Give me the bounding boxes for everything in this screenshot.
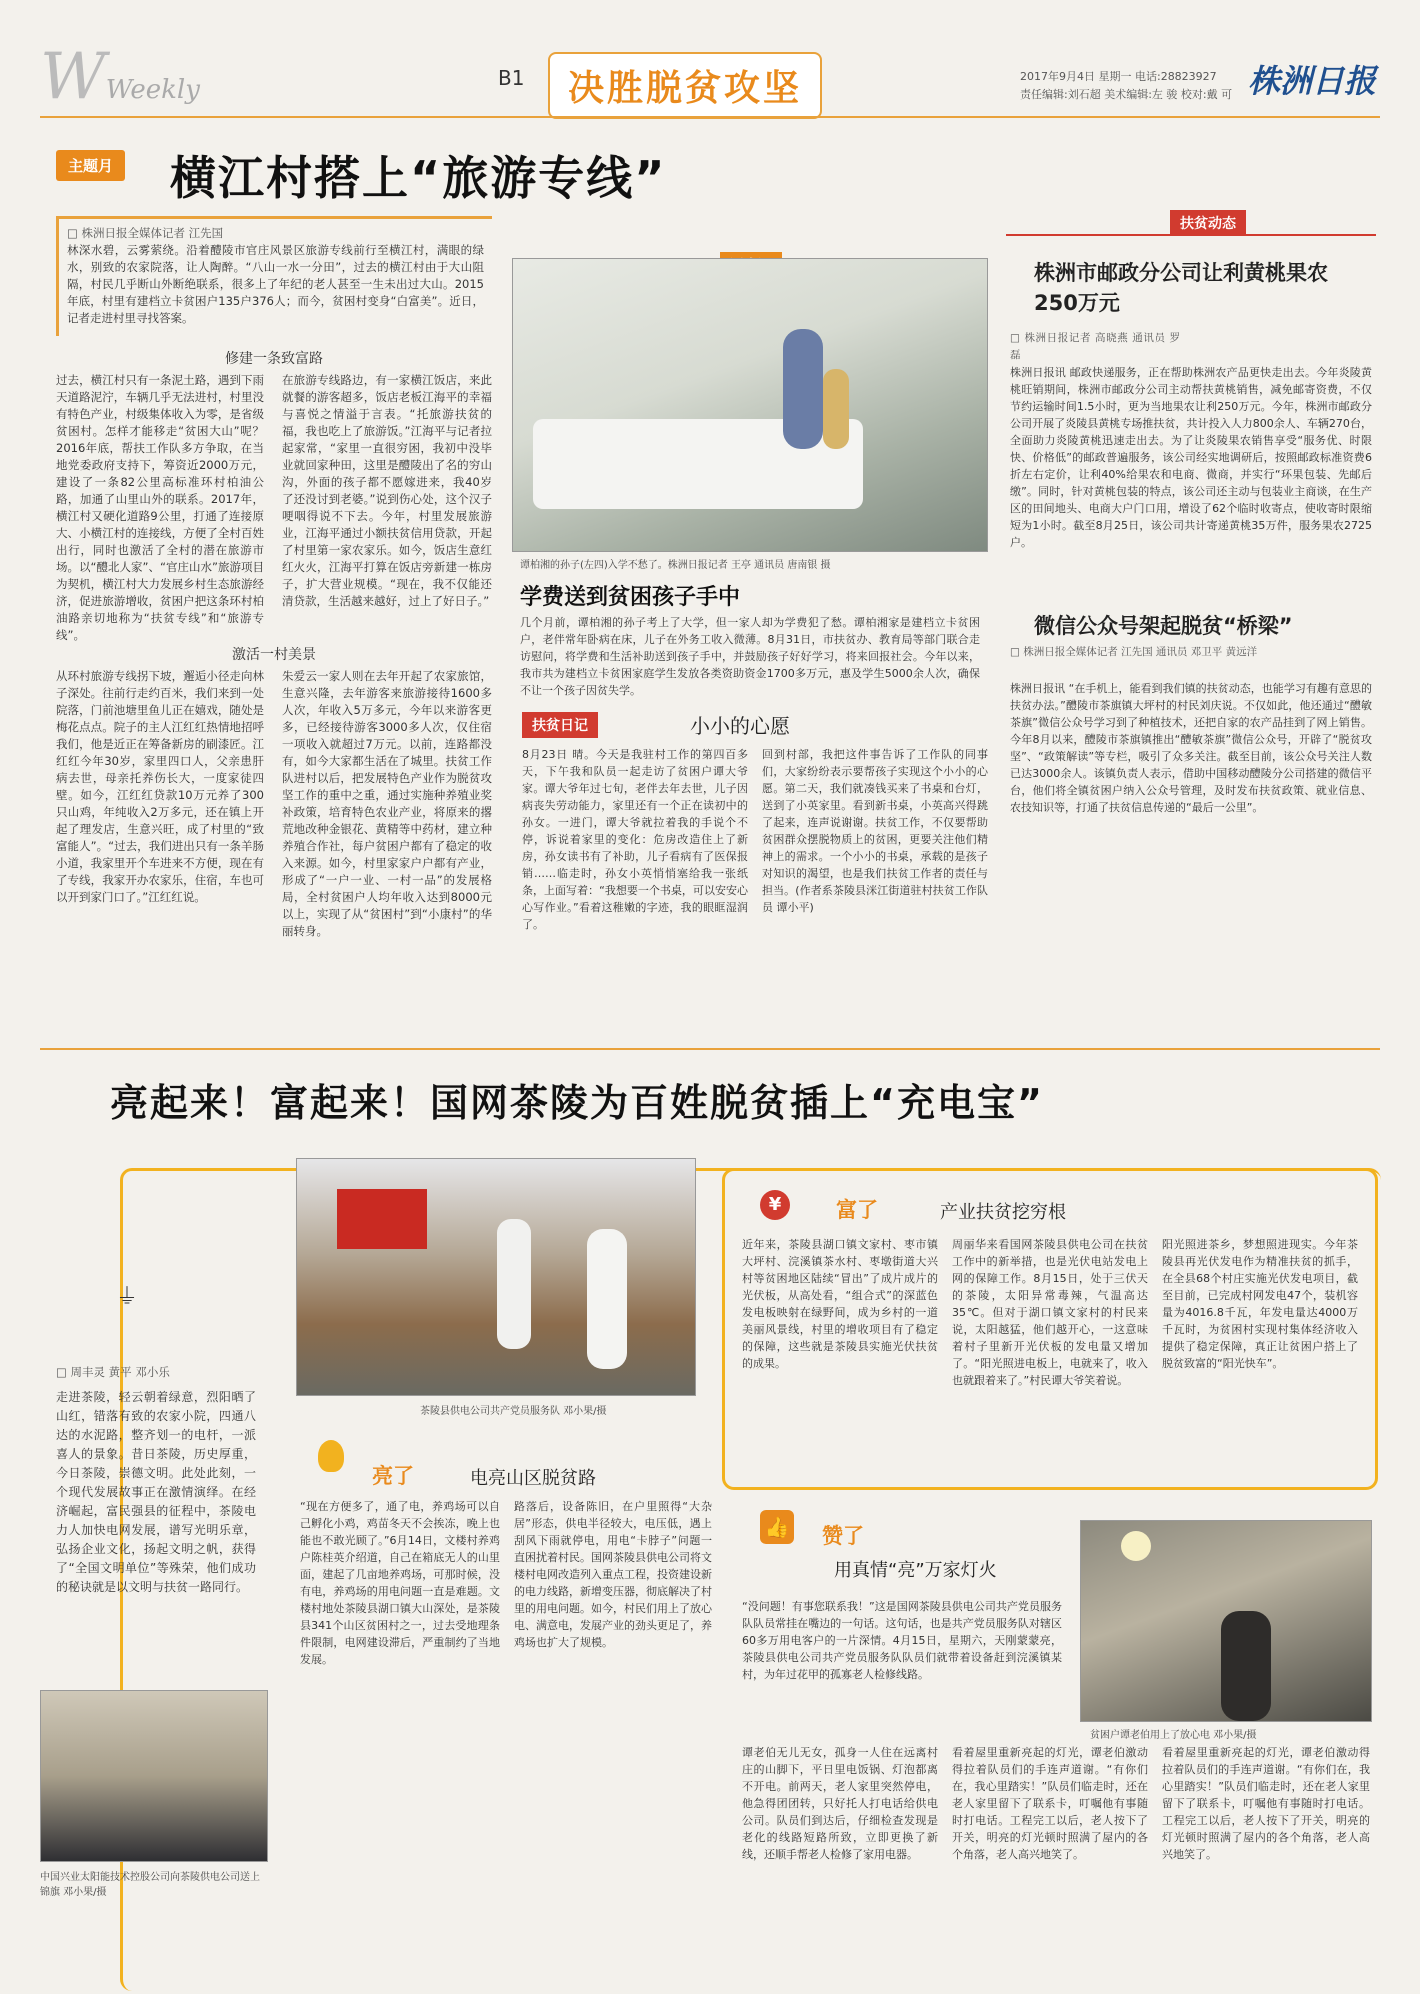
top-subhead-2: 激活一村美景	[232, 647, 316, 663]
photo-news-caption: 谭柏湘的孙子(左四)入学不愁了。株洲日报记者 王亭 通讯员 唐南银 摄	[520, 560, 831, 571]
rich-col-1: 近年来，茶陵县湖口镇文家村、枣市镇大坪村、浣溪镇茶水村、枣墩街道大兴村等贫困地区陆续“冒出”了成片成片的光伏板，从高处看，“组合式”的深蓝色发电板映射在绿野间，成为乡村的一道美丽风景线，村里的增收项目有了稳定的保障，这些就是茶陵县实施光伏扶贫的成果。	[742, 1238, 938, 1370]
diary-body-left: 8月23日 晴。今天是我驻村工作的第四百多天，下午我和队员一起走访了贫困户谭大爷家。谭大爷年过七旬，老伴去年去世，儿子因病丧失劳动能力，家里还有一个正在读初中的孙女。一进门，谭大爷就拉着我的手说个不停，诉说着家里的变化：危房改造住上了新房，孙女读书有了补助，儿子看病有了医保报销……临走时，孙女小英悄悄塞给我一张纸条，上面写着：“我想要一个书桌，可以安安心心写作业。”看着这稚嫩的字迹，我的眼眶湿润了。	[522, 748, 748, 931]
man-shape	[1221, 1611, 1271, 1721]
electricians-caption: 茶陵县供电公司共产党员服务队 邓小果/摄	[420, 1406, 607, 1417]
top-col-4: 朱爱云一家人则在去年开起了农家旅馆，生意兴隆，去年游客来旅游接待1600多人次，年收入5万多元，今年以来游客更多，已经接待游客3000多人次，仅住宿一项收入就超过7万元。以前，连路都没有，如今大家都生活在了城里。扶贫工作队进村以后，把发展特色产业作为脱贫攻坚工作的重中之重，通过实施种养殖业奖补政策，培育特色农业产业，将原来的撂荒地改种金银花、黄精等中药材，建立种养殖合作社，每户贫困户都有了稳定的收入来源。如今，村里家家户户都有产业，形成了“一户一业、一村一品”的发展格局，全村贫困户人均年收入达到8000元以上，实现了从“贫困村”到“小康村”的华丽转身。	[282, 669, 492, 938]
diary-headline: 小小的心愿	[690, 714, 790, 738]
plug-icon: ⏚	[116, 1285, 139, 1310]
light-title: 电亮山区脱贫路	[470, 1468, 596, 1489]
light-label: 亮了	[372, 1464, 414, 1488]
paper-name: 株洲日报	[1248, 62, 1377, 100]
person-shape	[783, 329, 823, 449]
masthead-rule	[40, 116, 1380, 118]
like-col-2: 谭老伯无儿无女，孤身一人住在远离村庄的山脚下，平日里电饭锅、灯泡都离不开电。前两天，老人家里突然停电，他急得团团转，只好托人打电话给供电公司。队员们到达后，仔细检查发现是老化的线路短路所致，立即更换了新线，还顺手帮老人检修了家用电器。	[742, 1746, 938, 1861]
feature-byline: □ 周丰灵 黄平 邓小乐	[56, 1365, 170, 1379]
lead-box	[56, 216, 492, 336]
money-bag-icon: ¥	[760, 1190, 790, 1220]
light-col-1: “现在方便多了，通了电，养鸡场可以自己孵化小鸡，鸡苗冬天不会挨冻，晚上也能也不敢光顾了。”6月14日，文楼村养鸡户陈桂英介绍道，自己在箱底无人的山里面，建起了几亩地养鸡场，可那时候，没有电，养鸡场的用电问题一直是难题。文楼村地处茶陵县湖口镇大山深处，是茶陵县341个山区贫困村之一，过去受地理条件限制，电网建设滞后，严重制约了当地发展。	[300, 1500, 500, 1666]
top-subhead-1: 修建一条致富路	[225, 351, 323, 367]
like-title: 用真情“亮”万家灯火	[834, 1560, 997, 1581]
worker-1	[497, 1219, 531, 1349]
weekly-text: Weekly	[105, 75, 200, 105]
like-col-4: 看着屋里重新亮起的灯光，谭老伯激动得拉着队员们的手连声道谢。“有你们在，我心里踏实！”队员们临走时，还在老人家里留下了联系卡，叮嘱他有事随时打电话。工程完工以后，老人按下了开关，明亮的灯光顿时照满了屋内的各个角落，老人高兴地笑了。	[1162, 1746, 1370, 1861]
lamp-glow	[1121, 1531, 1151, 1561]
section-title-box	[548, 52, 822, 119]
section-title: 决胜脱贫攻坚	[568, 68, 803, 109]
light-col-2: 路落后，设备陈旧，在户里照得“大杂居”形态，供电半径较大，电压低，遇上刮风下雨就停电，用电“卡脖子”问题一直困扰着村民。国网茶陵县供电公司将文楼村电网改造列入重点工程，投资建设新的电力线路，新增变压器，彻底解决了村里的用电问题。如今，村民们用上了放心电、满意电，发展产业的劲头更足了，养鸡场也扩大了规模。	[514, 1500, 712, 1649]
dynamics-body-1: 株洲日报讯 邮政快递服务，正在帮助株洲农产品更快走出去。今年炎陵黄桃旺销期间，株洲市邮政分公司主动帮扶黄桃销售，减免邮寄资费，不仅节约运输时间1.5小时，更为当地果农让利250万元。今年，株洲市邮政分公司开展了炎陵县黄桃专场推扶贫，共计投入人力800余人、车辆270台，全面助力炎陵黄桃迅速走出去。为了让炎陵果农销售享受“服务优、时限快、价格低”的邮政普遍服务，该公司经实地调研后，按照邮政标准资费6折左右定价，让利40%给果农和电商、微商，并实行“环果包装、先邮后缴”。同时，针对黄桃包装的特点，该公司还主动与包装业主商谈，在生产区的田间地头、电商大户门口用，增设了62个临时收寄点，使收寄时限缩短为1小时。截至8月25日，该公司共计寄递黄桃35万件，服务果农2725户。	[1010, 366, 1372, 549]
elderly-man-caption: 贫困户谭老伯用上了放心电 邓小果/摄	[1090, 1730, 1257, 1741]
hospital-photo	[512, 258, 988, 552]
child-shape	[823, 369, 849, 449]
top-byline: □ 株洲日报全媒体记者 江先国	[67, 226, 224, 240]
elderly-man-photo	[1080, 1520, 1372, 1722]
theme-month-tag: 主题月	[56, 150, 125, 181]
rich-col-3: 阳光照进茶乡，梦想照进现实。今年茶陵县再光伏发电作为精准扶贫的抓手，在全县68个村庄实施光伏发电项目，截至目前，已完成村网发电47个，装机容量为4016.8千瓦，年发电量达4000万千瓦时，为贫困村实现村集体经济收入提供了稳定保障，真正让贫困户搭上了脱贫致富的“阳光快车”。	[1162, 1238, 1358, 1370]
party-sign	[337, 1189, 427, 1249]
diary-tag: 扶贫日记	[522, 712, 598, 738]
ceremony-photo	[40, 1690, 268, 1862]
worker-2	[587, 1229, 627, 1369]
feature-headline: 亮起来！富起来！国网茶陵为百姓脱贫插上“充电宝”	[110, 1081, 1044, 1125]
rich-label: 富了	[836, 1198, 878, 1222]
top-headline: 横江村搭上“旅游专线”	[170, 151, 667, 205]
dynamics-rule	[1006, 234, 1376, 236]
editors-line: 责任编辑:刘石超 美术编辑:左 骏 校对:戴 可	[1020, 88, 1233, 101]
dynamics-headline-2: 微信公众号架起脱贫“桥梁”	[1034, 614, 1293, 638]
like-label: 赞了	[822, 1524, 864, 1548]
top-lead: 林深水碧，云雾萦绕。沿着醴陵市官庄风景区旅游专线前行至横江村，满眼的绿水，别致的农家院落，让人陶醉。“八山一水一分田”，过去的横江村由于大山阻隔，村民几乎断山外断绝联系，很多上了年纪的老人甚至一生未出过大山。2015年底，村里有建档立卡贫困户135户376人；而今，贫困村变身“白富美”。近日，记者走进村里寻找答案。	[67, 243, 484, 325]
feature-rule	[40, 1048, 1380, 1050]
dynamics-byline-1: □ 株洲日报记者 高晓燕 通讯员 罗磊	[1010, 332, 1180, 361]
light-bulb-icon	[318, 1440, 344, 1472]
top-col-1: 过去，横江村只有一条泥土路，遇到下雨天道路泥泞，车辆几乎无法进村，村里没有特色产业，村级集体收入为零，是省级贫困村。怎样才能移走“贫困大山”呢？2016年底，帮扶工作队多方争取，在当地党委政府支持下，筹资近2000万元，建设了一条82公里高标准环村柏油公路，加通了山里山外的联系。2017年，横江村又硬化道路9公里，打通了连接原大、小横江村的连接线，方便了全村百姓出行，同时也激活了全村的潜在旅游市场。以“醴北人家”、“官庄山水”旅游项目为契机，横江村大力发展乡村生态旅游经济，促进旅游增收，贫困户把这条环村柏油路亲切地称为“扶贫专线”和“旅游专线”。	[56, 373, 264, 642]
top-col-2: 在旅游专线路边，有一家横江饭店，来此就餐的游客超多，饭店老板江海平的幸福与喜悦之情溢于言表。“托旅游扶贫的福，我也吃上了旅游饭。”江海平与记者拉起家常，“家里一直很穷困，我初中没毕业就回家种田，这里是醴陵出了名的穷山沟，外面的孩子都不愿嫁进来，我40岁了还没讨到老婆。”说到伤心处，这个汉子哽咽得说不下去。今年，村里发展旅游业，江海平通过小额扶贫信用贷款，开起了村里第一家农家乐。如今，饭店生意红红火火，江海平打算在饭店旁新建一栋房子，扩大营业规模。“现在，我不仅能还清贷款，生活越来越好，过上了好日子。”	[282, 373, 492, 608]
ceremony-caption: 中国兴业太阳能技术控股公司向茶陵供电公司送上锦旗 邓小果/摄	[40, 1872, 260, 1898]
top-col-3: 从环村旅游专线拐下坡，邂逅小径走向林子深处。往前行走约百米，我们来到一处院落，门前池塘里鱼儿正在嬉戏，随处是梅花点点。院子的主人江红红热情地招呼我们，他是近正在筹备新房的刷漆匠。江红红今年30岁，家里四口人，父亲患肝病去世，母亲托养伤长大，一度家徒四壁。如今，江红红贷款10万元养了300只山鸡，年纯收入2万多元，还在镇上开起了理发店，生意兴旺，成了村里的“致富能人”。“过去，我们进出只有一条羊肠小道，我家里开个车进来不方便，现在有了专线，我家开办农家乐，住宿，车也可以开到家门口了。”江红红说。	[56, 669, 264, 904]
rich-title: 产业扶贫挖穷根	[940, 1202, 1066, 1223]
like-col-3: 看着屋里重新亮起的灯光，谭老伯激动得拉着队员们的手连声道谢。“有你们在，我心里踏实！”队员们临走时，还在老人家里留下了联系卡，叮嘱他有事随时打电话。工程完工以后，老人按下了开关，明亮的灯光顿时照满了屋内的各个角落，老人高兴地笑了。	[952, 1746, 1148, 1861]
electricians-photo	[296, 1158, 696, 1396]
photo-news-body: 几个月前，谭柏湘的孙子考上了大学，但一家人却为学费犯了愁。谭柏湘家是建档立卡贫困户，老伴常年卧病在床，儿子在外务工收入微薄。8月31日，市扶贫办、教育局等部门联合走访慰问，将学费和生活补助送到孩子手中，并鼓励孩子好好学习，将来回报社会。今年以来，我市共为建档立卡贫困家庭学生发放各类资助资金1700多万元，惠及学生5000余人次，确保不让一个孩子因贫失学。	[520, 616, 980, 697]
like-col-1: “没问题！有事您联系我！”这是国网茶陵县供电公司共产党员服务队队员常挂在嘴边的一句话。这句话，也是共产党员服务队对辖区60多万用电客户的一片深情。4月15日，星期六，天刚蒙蒙亮，茶陵县供电公司共产党员服务队队员们就带着设备赶到浣溪镇某村，为年过花甲的孤寡老人检修线路。	[742, 1600, 1062, 1681]
dynamics-byline-2: □ 株洲日报全媒体记者 江先国 通讯员 邓卫平 黄远洋	[1010, 646, 1258, 658]
rich-col-2: 周丽华来看国网茶陵县供电公司在扶贫工作中的新举措，也是光伏电站发电上网的保障工作。8月15日，处于三伏天的茶陵，太阳异常毒辣，气温高达35℃。但对于湖口镇文家村的村民来说，太阳越猛，他们越开心，一这意味着村子里新开光伏板的发电量又增加了。“阳光照进电板上，电就来了，收入也就跟着来了。”村民谭大爷笑着说。	[952, 1238, 1148, 1387]
weekly-big-w: W	[40, 40, 106, 114]
page-number: B1	[498, 66, 525, 90]
photo-news-headline: 学费送到贫困孩子手中	[520, 585, 741, 610]
diary-body-right: 回到村部，我把这件事告诉了工作队的同事们，大家纷纷表示要帮孩子实现这个小小的心愿。第二天，我们就凑钱买来了书桌和台灯，送到了小英家里。看到新书桌，小英高兴得跳了起来，连声说谢谢。扶贫工作，不仅要帮助贫困群众摆脱物质上的贫困，更要关注他们精神上的需求。一个小小的书桌，承载的是孩子对知识的渴望，也是我们扶贫工作者的责任与担当。(作者系茶陵县洣江街道驻村扶贫工作队员 谭小平)	[762, 748, 988, 914]
dynamics-tag: 扶贫动态	[1170, 210, 1246, 236]
weekly-logo	[40, 40, 200, 114]
dynamics-body-2: 株洲日报讯 “在手机上，能看到我们镇的扶贫动态，也能学习有趣有意思的扶贫办法。”醴陵市茶旗镇大坪村的村民刘庆说。不仅如此，他还通过“醴敏茶旗”微信公众号学习到了种植技术，还把自家的农产品挂到了网上销售。今年8月以来，醴陵市茶旗镇推出“醴敏茶旗”微信公众号，开辟了“脱贫攻坚”、“政策解读”等专栏，吸引了众多关注。截至目前，该公众号关注人数已达3000余人。该镇负责人表示，借助中国移动醴陵分公司搭建的微信平台，他们将全镇贫困户纳入公众号管理，及时发布扶贫政策、就业信息、农技知识等，打通了扶贫信息传递的“最后一公里”。	[1010, 682, 1372, 814]
feature-intro: 走进茶陵，轻云朝着绿意，烈阳晒了山红，错落有致的农家小院，四通八达的水泥路，整齐划一的电杆，一派喜人的景象。昔日茶陵，历史厚重，今日茶陵，崇德文明。此处此刻，一个现代发展故事正在激情演绎。在经济崛起，富民强县的征程中，茶陵电力人加快电网发展，谱写光明乐章，弘扬企业文化，扬起文明之帆，获得了“全国文明单位”等殊荣，他们成功的秘诀就是以文明与扶贫一路同行。	[56, 1390, 256, 1594]
thumbs-up-icon: 👍	[760, 1510, 794, 1544]
date-line: 2017年9月4日 星期一 电话:28823927	[1020, 70, 1217, 83]
dynamics-headline-1: 株洲市邮政分公司让利黄桃果农250万元	[1034, 261, 1328, 315]
